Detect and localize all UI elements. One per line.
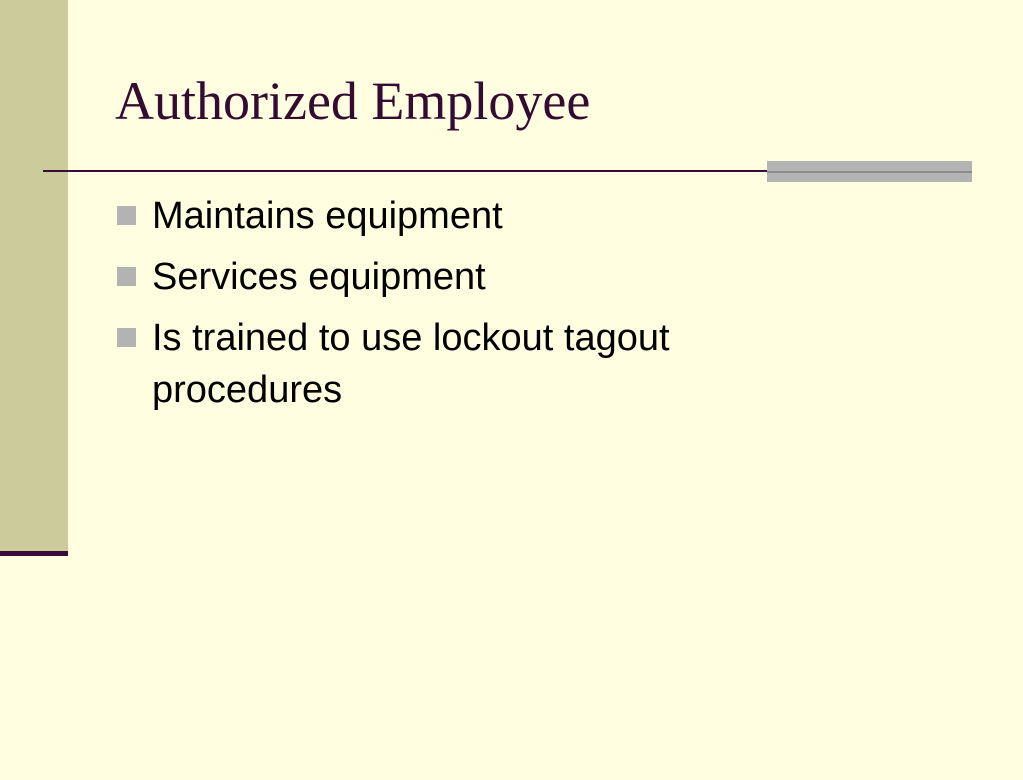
sidebar-bottom-rule <box>0 551 68 556</box>
slide-title: Authorized Employee <box>115 71 591 131</box>
square-bullet-icon <box>117 267 136 286</box>
bullet-item <box>115 312 815 416</box>
bullet-text: Is trained to use lockout tagout procedures <box>152 317 670 411</box>
bullet-text: Services equipment <box>152 256 486 298</box>
square-bullet-icon <box>117 206 136 225</box>
bullet-list <box>115 190 815 425</box>
sidebar-decoration <box>0 0 68 552</box>
bullet-text: Maintains equipment <box>152 195 503 237</box>
bullet-item <box>115 190 815 242</box>
accent-bar-line <box>767 171 972 173</box>
bullet-item <box>115 251 815 303</box>
square-bullet-icon <box>117 328 136 347</box>
